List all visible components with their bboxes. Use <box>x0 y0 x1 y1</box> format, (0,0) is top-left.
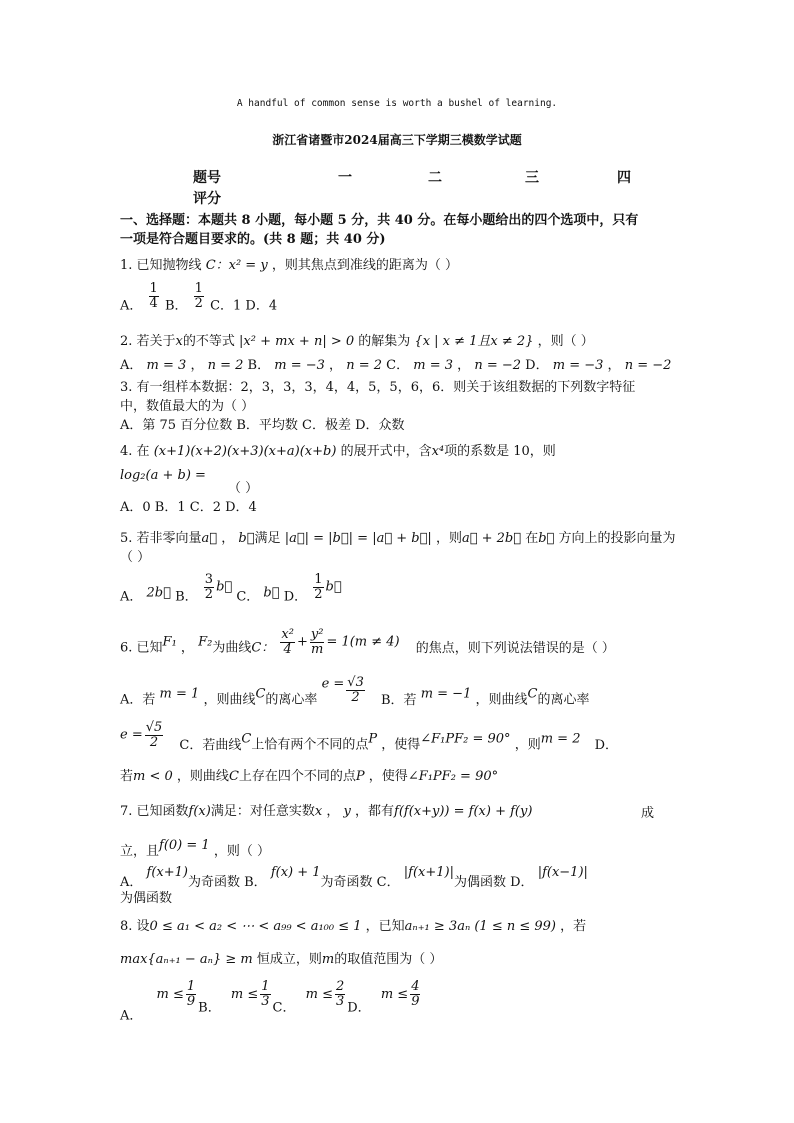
q2-inequality: |x² + mx + n| > 0 <box>239 334 355 349</box>
q6-a-label: A．若 <box>120 692 156 708</box>
q1-frac-a <box>149 282 159 310</box>
q7-equation: f(f(x+y)) = f(x) + f(y) <box>394 804 533 819</box>
q6-b-text: ，则曲线 <box>475 692 528 708</box>
q7-stem-d: 成 <box>641 806 655 821</box>
q5-vector-b: b⃗ <box>238 531 255 546</box>
q5-comma: ， <box>221 531 235 546</box>
q6-b-text2: 的离心率 <box>537 692 590 708</box>
q7-stem <box>120 804 532 820</box>
q2-options <box>120 358 671 374</box>
page-title: 浙江省诸暨市2024届高三下学期三模数学试题 <box>272 133 522 147</box>
q6-d-text2: 上存在四个不同的点 <box>238 769 356 784</box>
q8-c-pre: m ≤ <box>305 986 333 1002</box>
q4-x4: x⁴ <box>431 444 445 459</box>
q5-opt-c-val: b⃗ <box>263 585 280 601</box>
q2-opt-b-label: B． <box>247 358 271 373</box>
q3-options: A．第 75 百分位数 B．平均数 C．极差 D．众数 <box>120 418 405 433</box>
q6-eq-frac-2-num: y² <box>310 627 324 642</box>
q6-c-label: C．若曲线 <box>179 737 242 753</box>
score-table-header-label: 题号 <box>193 170 221 186</box>
q6-a-text2: 的离心率 <box>265 692 318 708</box>
q6-eq-frac-1 <box>280 628 295 656</box>
q8-c-frac-num: 2 <box>335 979 345 994</box>
q6-plus: + <box>296 634 308 650</box>
q5-frac-d-tail: b⃗ <box>325 579 342 595</box>
q2-x: x <box>175 334 183 349</box>
q2-opt-a-n: n = 2 <box>207 358 244 373</box>
q4-log-line <box>120 468 206 484</box>
q8-b-pre: m ≤ <box>230 986 259 1002</box>
q6-eq-tail: = 1(m ≠ 4) <box>326 634 400 650</box>
q2-stem-d: ，则（ ） <box>537 334 594 349</box>
q5-stem-a: 5. 若非零向量 <box>120 531 202 546</box>
q6-eq-frac-1-num: x² <box>281 627 294 642</box>
q8-opt-c: C． <box>272 1000 296 1016</box>
q6-c-text2: ，使得 <box>381 737 421 753</box>
q8-sequence: 0 ≤ a₁ < a₂ < ⋯ < a₉₉ < a₁₀₀ ≤ 1 <box>149 919 362 934</box>
q2-opt-d-n: n = −2 <box>624 358 672 373</box>
q6-b-curve: C <box>527 686 538 702</box>
q2-stem-b: 的不等式 <box>182 334 235 349</box>
q5-options <box>120 573 342 605</box>
motto: A handful of common sense is worth a bushel of learning. <box>236 98 558 109</box>
q8-d-frac-num: 4 <box>411 979 420 994</box>
q4-stem <box>120 444 556 460</box>
q2-opt-a-comma: ， <box>190 358 204 373</box>
q6-b-e: e = <box>120 727 143 743</box>
q2-stem <box>120 334 594 350</box>
q5-opt-d-label: D． <box>283 589 308 605</box>
q8-stem-e: 的取值范围为（ ） <box>334 952 443 967</box>
q8-stem-c: ，若 <box>560 919 587 934</box>
q6-d-curve: C <box>228 769 239 784</box>
q6-a-cond: m = 1 <box>159 686 200 702</box>
q2-opt-c-label: C． <box>386 358 410 373</box>
q8-stem-d: 恒成立，则 <box>256 952 322 967</box>
q8-stem-b: ，已知 <box>365 919 405 934</box>
q2-opt-c-n: n = −2 <box>474 358 522 373</box>
q4-stem-a: 4. 在 <box>120 444 150 459</box>
q6-stem-c: 的焦点，则下列说法错误的是（ ） <box>415 640 615 656</box>
q1-stem <box>120 258 458 274</box>
q2-opt-d-m: m = −3 <box>552 358 604 373</box>
q6-stem-b: 为曲线 <box>212 640 252 656</box>
q6-opt-b-c <box>120 721 618 753</box>
q8-a-frac-den: 9 <box>186 993 196 1009</box>
q5-frac-d-num: 1 <box>314 572 323 587</box>
q6-d-text3: ，使得 <box>368 769 408 784</box>
q8-d-frac-den: 9 <box>411 993 420 1009</box>
q7-opt-a-expr: f(x+1) <box>146 865 188 880</box>
q5-frac-d <box>313 573 323 601</box>
q6-b-frac <box>145 721 164 749</box>
q7-fx: f(x) <box>188 804 211 819</box>
q1-opt-rest: C．1 D．4 <box>210 298 278 314</box>
q8-opt-b: B． <box>198 1000 221 1016</box>
q6-comma: ， <box>180 640 194 656</box>
q2-opt-c-comma: ， <box>457 358 471 373</box>
q1-options <box>120 282 277 314</box>
q8-d-pre: m ≤ <box>380 986 409 1002</box>
q5-opt-a-val: 2b⃗ <box>146 585 171 601</box>
q6-stem-a: 6. 已知 <box>120 640 163 656</box>
q5-opt-b-label: B． <box>175 589 198 605</box>
q7-opt-a: A． <box>120 875 143 890</box>
section1-line2: 一项是符合题目要求的。(共 8 题；共 40 分) <box>120 232 386 247</box>
q3-line1: 3. 有一组样本数据：2，3，3，3，4，4，5，5，6，6．则关于该组数据的下列数字特征 <box>120 380 636 395</box>
q5-frac-b-den: 2 <box>204 586 214 602</box>
q2-stem-c: 的解集为 <box>358 334 411 349</box>
q6-d-text0: 若 <box>120 769 134 784</box>
q1-frac-b-den: 2 <box>194 295 203 311</box>
q8-b-frac-num: 1 <box>261 979 270 994</box>
q7-comma: ， <box>326 804 340 819</box>
q1-frac-a-num: 1 <box>149 281 158 296</box>
q8-c-frac <box>335 980 345 1008</box>
q6-opt-d <box>120 769 498 785</box>
q6-a-frac-num: √3 <box>347 675 364 690</box>
q8-max-expr: max{aₙ₊₁ − aₙ} ≥ m <box>120 952 253 967</box>
q2-opt-c-m: m = 3 <box>413 358 454 373</box>
q5-vector-b2: b⃗ <box>538 531 555 546</box>
q6-opt-a-b <box>120 676 589 708</box>
q6-b-cond: m = −1 <box>420 686 472 702</box>
q1-stem-a: 1. 已知抛物线 <box>120 258 202 273</box>
q6-f2: F₂ <box>198 634 213 650</box>
q8-opt-a: A． <box>120 1008 143 1024</box>
q8-b-frac-den: 3 <box>261 993 270 1009</box>
q7-stem-c: ，都有 <box>355 804 395 819</box>
q8-c-frac-den: 3 <box>335 993 345 1009</box>
score-table-col-1: 一 <box>338 170 352 186</box>
q6-a-curve: C <box>255 686 266 702</box>
q6-eq-frac-1-den: 4 <box>283 641 292 657</box>
q7-opt-b-text: 为奇函数 C． <box>320 875 400 890</box>
score-table-col-3: 三 <box>525 170 539 186</box>
q2-opt-b-comma: ， <box>329 358 343 373</box>
q1-opt-a-label: A． <box>120 298 143 314</box>
q5-frac-b <box>204 573 214 601</box>
q8-m: m <box>321 952 335 967</box>
q3-line2: 中，数值最大的为（ ） <box>120 399 255 414</box>
q2-opt-d-comma: ， <box>607 358 621 373</box>
q5-stem <box>120 531 676 547</box>
q4-expression: (x+1)(x+2)(x+3)(x+a)(x+b) <box>153 444 337 459</box>
q5-opt-a-label: A． <box>120 589 143 605</box>
q4-stem-c: 项的系数是 10，则 <box>444 444 556 459</box>
q1-opt-b-label: B． <box>164 298 188 314</box>
q2-stem-a: 2. 若关于 <box>120 334 176 349</box>
q5-expression: a⃗ + 2b⃗ <box>461 531 522 546</box>
q6-a-e: e = <box>321 676 345 692</box>
q2-opt-a-m: m = 3 <box>146 358 187 373</box>
q8-d-frac <box>410 980 420 1008</box>
q8-line2 <box>120 952 442 968</box>
q6-f1: F₁ <box>162 634 177 650</box>
q6-d-point: P <box>355 769 365 784</box>
q8-b-frac <box>260 980 270 1008</box>
q7-line2-a: 立，且 <box>120 844 160 859</box>
q2-opt-d-label: D． <box>525 358 549 373</box>
q7-opt-c-text: 为偶函数 D． <box>453 875 534 890</box>
q8-a-frac-num: 1 <box>186 979 196 994</box>
q1-stem-b: ，则其焦点到准线的距离为（ ） <box>271 258 458 273</box>
q6-b-frac-den: 2 <box>149 734 159 750</box>
q6-d-angle: ∠F₁PF₂ = 90° <box>407 769 499 784</box>
q6-d-text: ，则曲线 <box>176 769 229 784</box>
q8-stem-a: 8. 设 <box>120 919 150 934</box>
q7-stem-a: 7. 已知函数 <box>120 804 189 819</box>
q7-opt-d-text: 为偶函数 <box>120 891 173 906</box>
q7-x: x <box>314 804 323 819</box>
q5-stem-b: 满足 <box>254 531 281 546</box>
q8-stem <box>120 919 586 935</box>
q8-options <box>120 980 422 1024</box>
q5-stem-e: 方向上的投影向量为 <box>558 531 676 546</box>
q2-opt-a-label: A． <box>120 358 143 373</box>
q6-a-frac <box>346 676 365 704</box>
q6-curve-c: C： <box>251 640 275 656</box>
q6-c-text3: ，则 <box>514 737 541 753</box>
q5-vector-a: a⃗ <box>201 531 218 546</box>
q6-c-angle: ∠F₁PF₂ = 90° <box>420 731 511 747</box>
q8-opt-d: D． <box>347 1000 371 1016</box>
q1-frac-a-den: 4 <box>149 295 158 311</box>
q5-condition: |a⃗| = |b⃗| = |a⃗ + b⃗| <box>284 531 432 546</box>
q8-a-pre: m ≤ <box>156 986 184 1002</box>
q4-paren: （ ） <box>228 481 259 496</box>
q2-opt-b-m: m = −3 <box>274 358 325 373</box>
q6-a-text: ，则曲线 <box>203 692 256 708</box>
q4-options: A．0 B．1 C．2 D．4 <box>120 500 257 515</box>
q7-opt-c-expr: |f(x+1)| <box>403 865 454 880</box>
q6-a-frac-den: 2 <box>351 689 360 705</box>
q5-frac-b-tail: b⃗ <box>216 579 233 595</box>
q2-set: {x | x ≠ 1且x ≠ 2} <box>414 334 534 349</box>
q6-d-label: D． <box>594 737 619 753</box>
section1-line1: 一、选择题：本题共 8 小题，每小题 5 分，共 40 分。在每小题给出的四个选项中，只有 <box>120 213 639 228</box>
q2-opt-b-n: n = 2 <box>346 358 383 373</box>
q7-y: y <box>343 804 351 819</box>
q5-frac-b-num: 3 <box>204 572 214 587</box>
q5-frac-d-den: 2 <box>314 586 323 602</box>
q7-opt-a-text: 为奇函数 B． <box>187 875 267 890</box>
q5-paren: （ ） <box>120 550 151 565</box>
q1-frac-b <box>194 282 204 310</box>
q7-opt-d-expr: |f(x−1)| <box>537 865 588 880</box>
q7-line2 <box>120 838 270 860</box>
q7-opt-b-expr: f(x) + 1 <box>270 865 321 880</box>
q5-stem-d: 在 <box>525 531 539 546</box>
score-table-score-label: 评分 <box>193 191 221 207</box>
q5-opt-c-label: C． <box>236 589 260 605</box>
q4-log: log₂(a + b) = <box>120 468 206 483</box>
q6-stem <box>120 628 615 656</box>
q6-c-text: 上恰有两个不同的点 <box>251 737 369 753</box>
score-table-col-2: 二 <box>428 170 442 186</box>
q1-parabola: C：x² = y <box>205 258 268 273</box>
q4-stem-b: 的展开式中，含 <box>340 444 432 459</box>
q6-c-curve: C <box>241 731 252 747</box>
q6-d-cond: m < 0 <box>133 769 173 784</box>
q1-frac-b-num: 1 <box>194 281 203 296</box>
q6-c-m: m = 2 <box>540 731 581 747</box>
q6-eq-frac-2 <box>310 628 325 656</box>
q6-eq-frac-2-den: m <box>310 641 324 657</box>
q7-options <box>120 865 588 891</box>
q7-stem-b: 满足：对任意实数 <box>210 804 315 819</box>
q7-line2-b: ，则（ ） <box>213 844 270 859</box>
q5-stem-c: ，则 <box>435 531 462 546</box>
q6-b-label: B．若 <box>380 692 417 708</box>
q6-b-frac-num: √5 <box>145 720 163 735</box>
q7-f0: f(0) = 1 <box>159 838 210 853</box>
q8-a-frac <box>186 980 196 1008</box>
q8-relation: aₙ₊₁ ≥ 3aₙ (1 ≤ n ≤ 99) <box>404 919 556 934</box>
q6-c-point: P <box>368 731 378 747</box>
score-table-col-4: 四 <box>617 170 631 186</box>
